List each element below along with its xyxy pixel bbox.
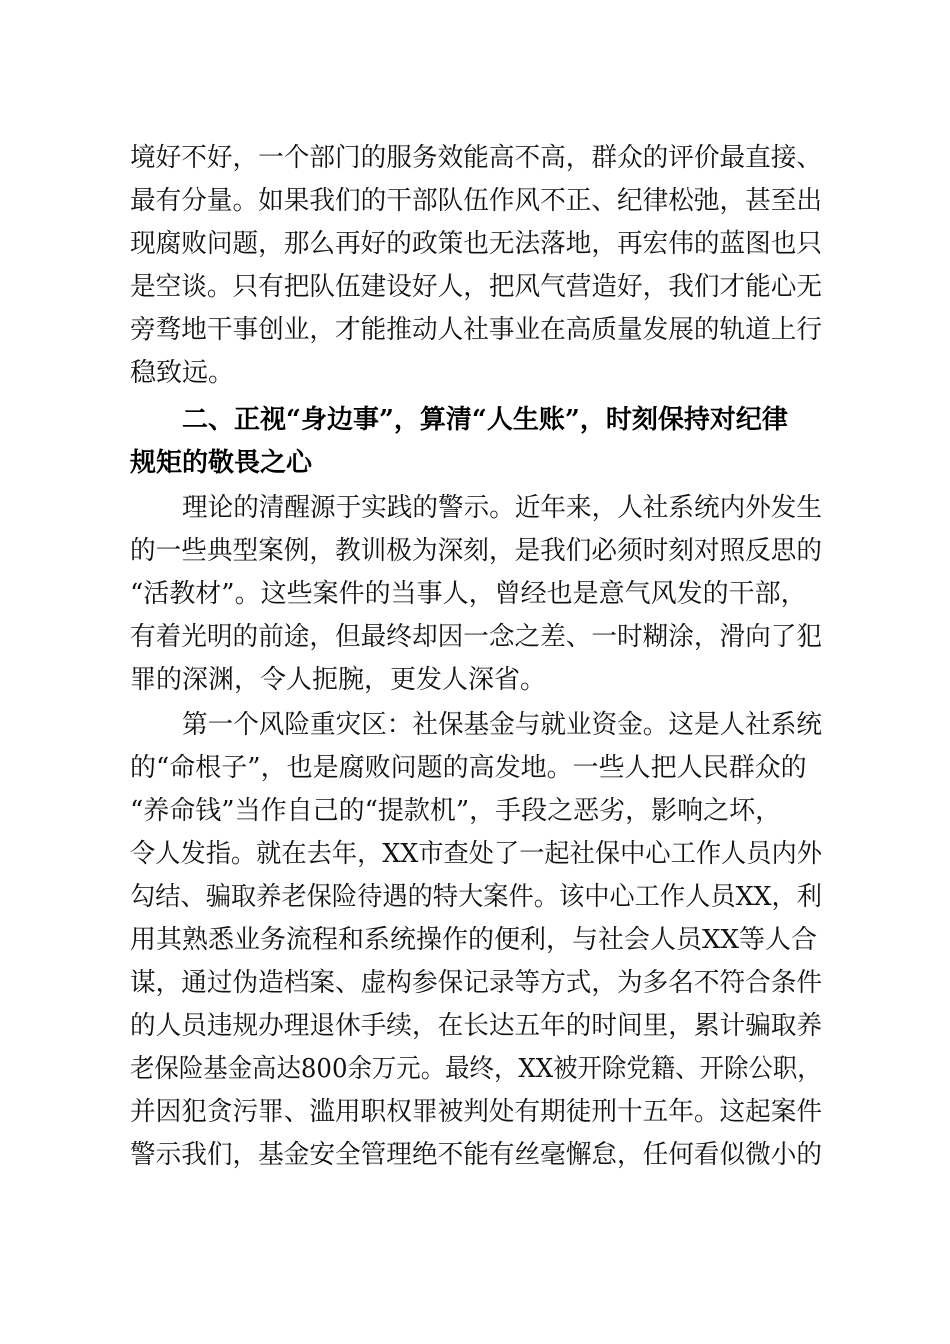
- text-line: 罪的深渊，令人扼腕，更发人深省。: [130, 665, 547, 695]
- text-line: 勾结、骗取养老保险待遇的特大案件。该中心工作人员XX，利: [130, 882, 822, 912]
- text-line: 最有分量。如果我们的干部队伍作风不正、纪律松弛，甚至出: [130, 186, 823, 216]
- text-line: 令人发指。就在去年，XX市查处了一起社保中心工作人员内外: [130, 839, 822, 869]
- text-line: 谋，通过伪造档案、虚构参保记录等方式，为多名不符合条件: [130, 968, 823, 998]
- text-line: 并因犯贪污罪、滥用职权罪被判处有期徒刑十五年。这起案件: [130, 1097, 823, 1127]
- text-line: 老保险基金高达800余万元。最终，XX被开除党籍、开除公职，: [130, 1054, 822, 1084]
- text-line: 的“命根子”，也是腐败问题的高发地。一些人把人民群众的: [130, 753, 807, 783]
- text-line: “活教材”。这些案件的当事人，曾经也是意气风发的干部，: [130, 579, 807, 609]
- text-line: 警示我们，基金安全管理绝不能有丝毫懈怠，任何看似微小的: [130, 1140, 823, 1170]
- text-line: 现腐败问题，那么再好的政策也无法落地，再宏伟的蓝图也只: [130, 229, 823, 259]
- text-line: 旁骛地干事创业，才能推动人社事业在高质量发展的轨道上行: [130, 315, 823, 345]
- text-line: 的人员违规办理退休手续，在长达五年的时间里，累计骗取养: [130, 1011, 823, 1041]
- text-line: 稳致远。: [130, 358, 235, 388]
- text-line: 有着光明的前途，但最终却因一念之差、一时糊涂，滑向了犯: [130, 622, 823, 652]
- text-line: 的一些典型案例，教训极为深刻，是我们必须时刻对照反思的: [130, 536, 823, 566]
- text-line: 理论的清醒源于实践的警示。近年来，人社系统内外发生: [182, 493, 823, 523]
- text-line: 第一个风险重灾区：社保基金与就业资金。这是人社系统: [182, 710, 823, 740]
- section-heading-line-2: 规矩的敬畏之心: [130, 448, 313, 478]
- text-line: 境好不好，一个部门的服务效能高不高，群众的评价最直接、: [130, 143, 823, 173]
- text-line: 是空谈。只有把队伍建设好人，把风气营造好，我们才能心无: [130, 272, 823, 302]
- section-heading-line-1: 二、正视“身边事”，算清“人生账”，时刻保持对纪律: [182, 405, 788, 435]
- text-line: 用其熟悉业务流程和系统操作的便利，与社会人员XX等人合: [130, 925, 818, 955]
- text-line: “养命钱”当作自己的“提款机”，手段之恶劣，影响之坏，: [130, 796, 782, 826]
